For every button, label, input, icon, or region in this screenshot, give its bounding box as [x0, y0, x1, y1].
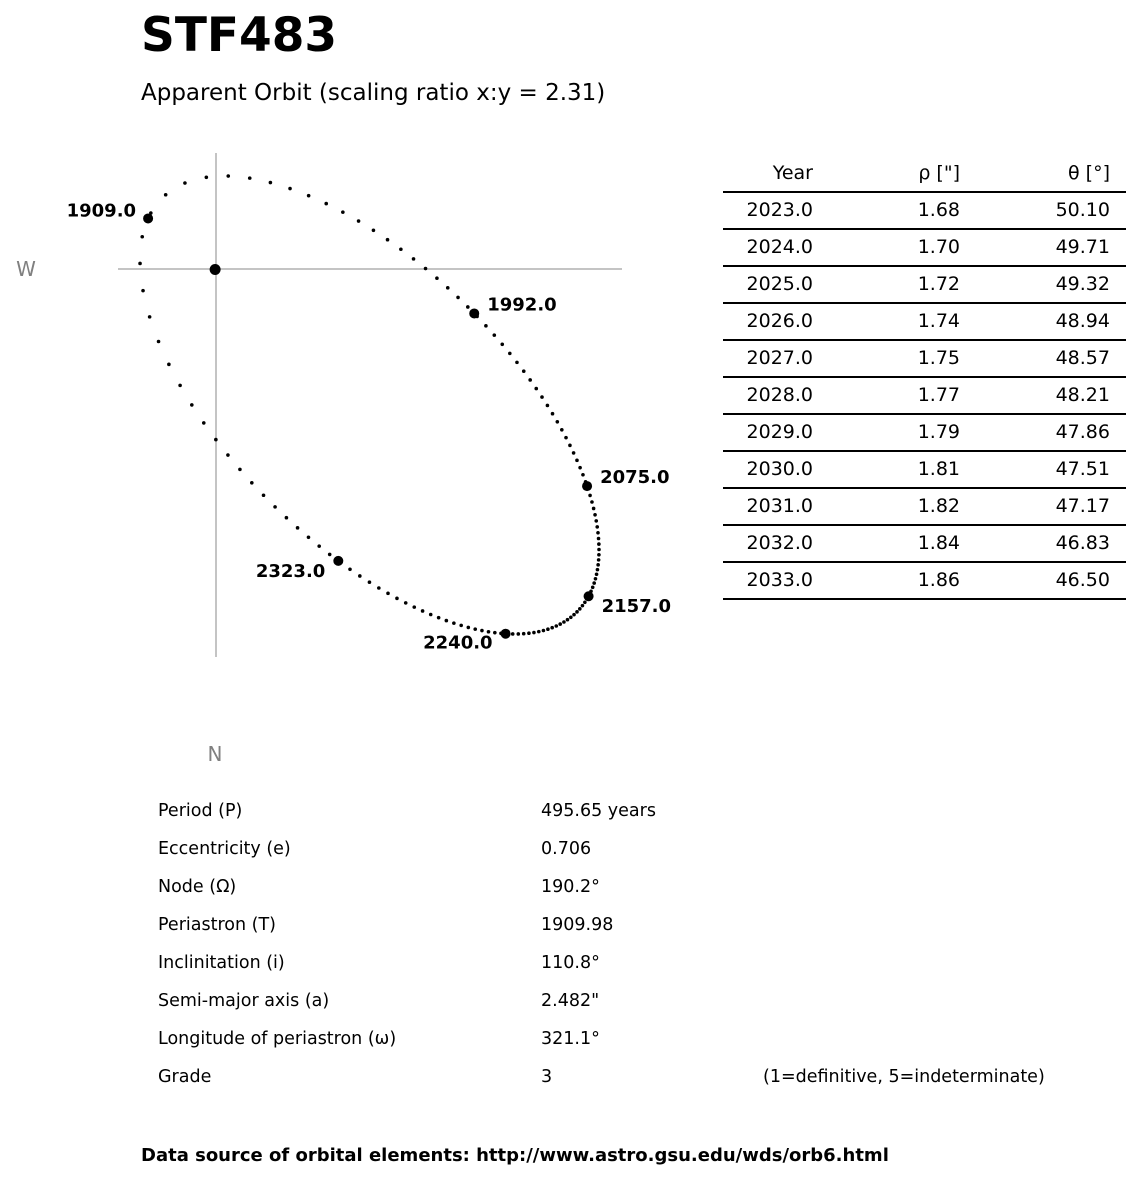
orbit-dot	[594, 519, 598, 523]
table-cell: 2033.0	[746, 569, 813, 591]
orbit-dot	[597, 553, 601, 557]
orbit-dot	[508, 352, 512, 356]
orbit-dot	[467, 626, 471, 630]
orbit-dot	[412, 257, 416, 261]
table-cell: 2028.0	[746, 384, 813, 406]
orbit-dot	[581, 604, 585, 608]
orbit-dot	[550, 626, 554, 630]
table-cell: 2032.0	[746, 532, 813, 554]
orbit-dot	[528, 378, 532, 382]
table-cell: 2025.0	[746, 273, 813, 295]
table-cell: 2030.0	[746, 458, 813, 480]
table-cell: 50.10	[1055, 199, 1110, 221]
element-value: 495.65 years	[541, 801, 656, 821]
table-cell: 49.71	[1055, 236, 1110, 258]
table-cell: 2026.0	[746, 310, 813, 332]
element-value: 0.706	[541, 839, 592, 859]
epoch-marker	[333, 556, 343, 566]
epoch-marker	[584, 591, 594, 601]
orbit-dot	[595, 572, 599, 576]
orbit-dot	[517, 632, 521, 636]
orbit-dot	[214, 438, 218, 442]
element-label: Node (Ω)	[158, 877, 237, 897]
orbit-dot	[527, 631, 531, 635]
orbit-dot	[551, 412, 555, 416]
epoch-marker	[501, 629, 511, 639]
element-label: Inclinitation (i)	[158, 953, 285, 973]
orbit-dot	[435, 276, 439, 280]
orbit-dot	[597, 537, 601, 541]
orbit-dot	[588, 494, 592, 498]
orbit-dot	[445, 619, 449, 623]
epoch-label: 1992.0	[487, 294, 557, 316]
orbit-dot	[140, 235, 144, 239]
table-cell: 1.84	[917, 532, 960, 554]
table-divider	[723, 376, 1126, 378]
orbit-dot	[307, 536, 311, 540]
table-cell: 1.74	[917, 310, 960, 332]
orbit-dot	[446, 286, 450, 290]
orbit-dot	[592, 581, 596, 585]
orbit-dot	[262, 493, 266, 497]
orbit-dot	[500, 343, 504, 347]
orbit-dot	[404, 601, 408, 605]
orbit-dot	[583, 601, 587, 605]
orbit-dot	[540, 395, 544, 399]
table-divider	[723, 413, 1126, 415]
table-cell: 2031.0	[746, 495, 813, 517]
element-label: Grade	[158, 1067, 212, 1087]
orbit-dot	[593, 513, 597, 517]
orbit-dot	[575, 610, 579, 614]
table-cell: 2027.0	[746, 347, 813, 369]
table-divider	[723, 487, 1126, 489]
orbit-dot	[412, 605, 416, 609]
orbit-dot	[202, 421, 206, 425]
orbit-dot	[148, 315, 152, 319]
epoch-marker	[469, 308, 479, 318]
table-cell: 1.72	[917, 273, 960, 295]
table-header: θ [°]	[1068, 162, 1110, 184]
orbit-dot	[288, 187, 292, 191]
orbit-dot	[581, 473, 585, 477]
table-cell: 2024.0	[746, 236, 813, 258]
table-cell: 2023.0	[746, 199, 813, 221]
table-cell: 1.70	[917, 236, 960, 258]
table-divider	[723, 524, 1126, 526]
table-header: Year	[772, 162, 813, 184]
orbit-dot	[178, 384, 182, 388]
epoch-label: 2240.0	[423, 632, 493, 654]
orbit-dot	[164, 193, 168, 197]
orbit-dot	[317, 544, 321, 548]
table-cell: 46.50	[1055, 569, 1110, 591]
orbit-dot	[534, 387, 538, 391]
table-divider	[723, 302, 1126, 304]
orbit-dot	[167, 363, 171, 367]
orbit-dot	[341, 210, 345, 214]
orbit-dot	[546, 627, 550, 631]
orbit-dot	[328, 553, 332, 557]
orbit-dot	[597, 542, 601, 546]
orbit-dot	[532, 631, 536, 635]
west-label: W	[16, 257, 36, 281]
table-divider	[723, 561, 1126, 563]
element-label: Eccentricity (e)	[158, 839, 291, 859]
element-label: Period (P)	[158, 801, 243, 821]
table-divider	[723, 598, 1126, 600]
orbit-dot	[522, 632, 526, 636]
orbit-dot	[511, 632, 515, 636]
element-label: Semi-major axis (a)	[158, 991, 330, 1011]
table-cell: 49.32	[1055, 273, 1110, 295]
table-cell: 1.68	[917, 199, 960, 221]
epoch-label: 2075.0	[600, 467, 670, 489]
orbit-dot	[141, 289, 145, 293]
orbit-dot	[466, 305, 470, 309]
orbit-dot	[238, 468, 242, 472]
element-value: 190.2°	[541, 877, 600, 897]
orbit-dot	[542, 629, 546, 633]
orbit-dot	[592, 507, 596, 511]
orbit-dot	[578, 607, 582, 611]
epoch-label: 2323.0	[255, 560, 326, 582]
orbit-dot	[183, 181, 187, 185]
orbit-dot	[226, 453, 230, 457]
orbit-plot	[0, 0, 700, 790]
orbit-dot	[558, 622, 562, 626]
orbit-dot	[138, 262, 142, 266]
element-value: 1909.98	[541, 915, 614, 935]
table-divider	[723, 191, 1126, 193]
orbit-dot	[578, 466, 582, 470]
orbit-dot	[395, 597, 399, 601]
orbit-dot	[386, 592, 390, 596]
epoch-marker	[582, 481, 592, 491]
orbit-dot	[421, 609, 425, 613]
orbit-dot	[437, 616, 441, 620]
orbit-dot	[492, 333, 496, 337]
epoch-marker	[143, 213, 153, 223]
orbit-dot	[357, 219, 361, 223]
orbit-dot	[273, 505, 277, 509]
orbit-dot	[597, 548, 601, 552]
orbit-dot	[368, 580, 372, 584]
orbit-dot	[575, 459, 579, 463]
orbit-dot	[190, 403, 194, 407]
orbit-dot	[515, 361, 519, 365]
orbit-dot	[596, 568, 600, 572]
orbit-dot	[562, 620, 566, 624]
table-cell: 48.21	[1055, 384, 1110, 406]
orbit-dot	[572, 451, 576, 455]
orbit-dot	[226, 174, 230, 178]
table-divider	[723, 228, 1126, 230]
page-title: STF483	[141, 8, 338, 63]
orbit-dot	[596, 531, 600, 535]
orbit-dot	[429, 613, 433, 617]
orbit-dot	[595, 525, 599, 529]
orbit-dot	[452, 621, 456, 625]
orbit-dot	[456, 296, 460, 300]
orbit-dot	[285, 516, 289, 520]
orbit-dot	[493, 631, 497, 635]
orbit-dot	[484, 324, 488, 328]
table-cell: 48.94	[1055, 310, 1110, 332]
orbit-dot	[590, 500, 594, 504]
orbit-dot	[568, 444, 572, 448]
table-cell: 47.86	[1055, 421, 1110, 443]
orbit-dot	[157, 340, 161, 344]
table-cell: 1.75	[917, 347, 960, 369]
table-divider	[723, 450, 1126, 452]
element-note: (1=definitive, 5=indeterminate)	[763, 1067, 1045, 1087]
chart-subtitle: Apparent Orbit (scaling ratio x:y = 2.31)	[141, 80, 606, 106]
orbit-dot	[248, 176, 252, 180]
element-value: 2.482"	[541, 991, 600, 1011]
table-cell: 1.81	[917, 458, 960, 480]
epoch-label: 2157.0	[601, 596, 672, 618]
table-divider	[723, 339, 1126, 341]
orbit-dot	[386, 238, 390, 242]
orbit-dot	[554, 624, 558, 628]
table-cell: 1.82	[917, 495, 960, 517]
orbit-dot	[594, 577, 598, 581]
table-cell: 2029.0	[746, 421, 813, 443]
table-cell: 47.51	[1055, 458, 1110, 480]
orbit-dot	[269, 181, 273, 185]
orbit-dot	[572, 613, 576, 617]
orbit-dot	[399, 247, 403, 251]
element-value: 3	[541, 1067, 553, 1087]
orbit-dot	[564, 436, 568, 440]
orbit-dot	[569, 615, 573, 619]
orbit-dot	[473, 627, 477, 631]
orbit-dot	[597, 558, 601, 562]
orbit-dot	[377, 586, 381, 590]
table-divider	[723, 265, 1126, 267]
orbit-dot	[307, 194, 311, 198]
orbit-dot	[250, 481, 254, 485]
orbit-dot	[522, 369, 526, 373]
orbit-dot	[424, 267, 428, 271]
element-label: Periastron (T)	[158, 915, 276, 935]
table-cell: 1.79	[917, 421, 960, 443]
table-cell: 47.17	[1055, 495, 1110, 517]
orbit-dot	[546, 404, 550, 408]
orbit-dot	[459, 624, 463, 628]
primary-star-marker	[210, 264, 221, 275]
element-value: 110.8°	[541, 953, 600, 973]
orbit-dot	[324, 202, 328, 206]
data-source-footer: Data source of orbital elements: http://www.astro.gsu.edu/wds/orb6.html	[141, 1145, 889, 1166]
orbit-dot	[358, 574, 362, 578]
orbit-dot	[566, 618, 570, 622]
orbit-dot	[348, 567, 352, 571]
element-label: Longitude of periastron (ω)	[158, 1029, 397, 1049]
orbit-dot	[591, 585, 595, 589]
orbit-dot	[205, 175, 209, 179]
table-cell: 46.83	[1055, 532, 1110, 554]
orbit-dot	[560, 428, 564, 432]
orbit-dot	[596, 563, 600, 567]
element-value: 321.1°	[541, 1029, 600, 1049]
epoch-label: 1909.0	[66, 200, 137, 222]
table-cell: 1.77	[917, 384, 960, 406]
table-cell: 1.86	[917, 569, 960, 591]
table-header: ρ ["]	[918, 162, 960, 184]
orbit-dot	[537, 630, 541, 634]
orbit-dot	[296, 526, 300, 530]
orbit-dot	[556, 420, 560, 424]
table-cell: 48.57	[1055, 347, 1110, 369]
orbit-dot	[372, 228, 376, 232]
north-label: N	[207, 742, 223, 766]
